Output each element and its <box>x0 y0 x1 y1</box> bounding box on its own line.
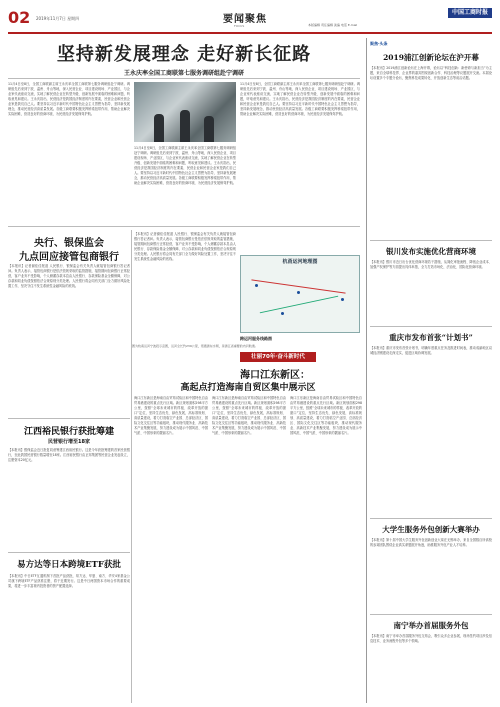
map-caption-detail: 图为杭甬运河宁波段示意图，运河全长约239公里，贯通浙东水网，是浙江省重要的内河航道。 <box>132 344 258 348</box>
etf-body: 【本报讯】中日ETF互通机制下首批产品获批，易方达、华夏、南方、华安4家基金公司旗下跨境ETF产品获准注册，将于近期发行。这是中日两国资本市场合作的重要成果，将进一步丰富境内投资者的资产配置选择。 <box>8 574 130 588</box>
bank-headline-1: 央行、银保监会 <box>34 238 104 249</box>
map-title: 杭甬运河地理图 <box>282 259 318 265</box>
hainan-headline-1: 海口江东新区： <box>240 370 310 381</box>
sidebar-body-4: 【本报讯】第十届中国大学生服务外包创新创业大赛在无锡举办，来自全国数百所高校的参赛团队围绕企业真实命题展开角逐，助推服务外包产业人才培养。 <box>370 538 492 547</box>
editor-info: 本版编辑 责任编辑 美编 电话 E-mail <box>308 23 358 27</box>
photo-figure <box>154 114 164 142</box>
column-divider <box>131 230 132 703</box>
etf-headline: 易方达等日本跨境ETF获批 <box>17 560 121 570</box>
divider <box>8 418 130 419</box>
page-header <box>8 6 492 34</box>
route-map <box>240 255 360 333</box>
hainan-headline-2: 高起点打造海南自贸区集中展示区 <box>180 383 316 393</box>
jiangxi-subheadline: 民营银行增至18家 <box>48 439 90 445</box>
divider <box>370 326 492 327</box>
series-banner: 壮丽70年·奋斗新时代 <box>240 352 316 362</box>
divider <box>8 226 360 227</box>
divider <box>8 78 360 79</box>
page-number: 02 <box>8 8 31 27</box>
sidebar-body-1: 【本报讯】2019浦江创新论坛在上海开幕，论坛以“科技创新：新使命与新担当”为主题，来自全球科技界、企业界的嘉宾围绕创新合作、科技治理等议题展开交流。本届论坛设置多个专题分论坛，聚焦科技成果转化、开放创新生态等前沿话题。 <box>370 66 492 80</box>
section-title: 要闻聚焦 <box>223 14 267 25</box>
bank-headline-2: 九点回应接管包商银行 <box>19 252 119 263</box>
hainan-body-col1: 海口江东新区是海南自由贸易试验区和中国特色自由贸易港建设的重点先行区域。新区规划面积298平方公里，按照“全球未来城市的样板、改革开放的窗口”定位，坚持生态优先、绿色发展，高标准规划、高质量建设，着力打造临空产业园、总部经济区、国际文化交往区等功能板块，推动现代服务业、高新技术产业集聚发展，努力建设成为展示中国风范、中国气派、中国形象的靓丽名片。 <box>134 396 208 435</box>
hainan-body-col3: 海口江东新区是海南自由贸易试验区和中国特色自由贸易港建设的重点先行区域。新区规划面积298平方公里，按照“全球未来城市的样板、改革开放的窗口”定位，坚持生态优先、绿色发展，高标准规划、高质量建设，着力打造临空产业园、总部经济区、国际文化交往区等功能板块，推动现代服务业、高新技术产业集聚发展，努力建设成为展示中国风范、中国气派、中国形象的靓丽名片。 <box>290 396 362 435</box>
sidebar-body-2: 【本报讯】银川市近日出台优化营商环境若干措施，从简化审批流程、降低企业成本、加强产权保护等方面提出具体举措，全力打造市场化、法治化、国际化营商环境。 <box>370 260 492 269</box>
divider <box>370 240 492 241</box>
lead-headline: 坚持新发展理念 走好新长征路 <box>56 44 312 65</box>
lead-body-col3: 11月4日至8日，全国工商联副主席王永庆率全国工商联第七服务调研组赴宁调研。调研组先后来到宁波、温州、舟山等地，深入民营企业、项目建设现场、产业园区，与企业家代表座谈交流，实地了解民营企业在转型升级、创新发展中面临的困难和问题，听取意见和建议。王永庆指出，民营经济是我国经济制度的内在要素，民营企业和民营企业家是我们自己人。要坚持以习近平新时代中国特色社会主义思想为指导，坚持新发展理念，推动民营经济高质量发展。各级工商联要积极发挥桥梁纽带作用，帮助企业解决实际困难，营造良好的营商环境，为民营经济发展保驾护航。 <box>240 82 360 116</box>
sidebar-headline-2: 银川发布实施优化营商环境 <box>386 247 476 256</box>
hainan-body-col2: 海口江东新区是海南自由贸易试验区和中国特色自由贸易港建设的重点先行区域。新区规划面积298平方公里，按照“全球未来城市的样板、改革开放的窗口”定位，坚持生态优先、绿色发展，高标准规划、高质量建设，着力打造临空产业园、总部经济区、国际文化交往区等功能板块，推动现代服务业、高新技术产业集聚发展，努力建设成为展示中国风范、中国气派、中国形象的靓丽名片。 <box>212 396 286 435</box>
jiangxi-body: 【本报讯】银保监会近日批复同意筹建江西裕民银行。这是今年获批筹建的首家民营银行，至此我国民营银行数量增至18家。江西裕民银行由正邦集团等民营企业发起设立，注册资本20亿元。 <box>8 448 130 462</box>
section-subtitle: FOCUS <box>234 24 245 28</box>
route-line <box>260 296 338 314</box>
divider <box>370 518 492 519</box>
bank-body-col2: 【本报讯】记者谢佳佳报道 人民银行、银保监会有关负责人就接管包商银行答记者问。负责人表示，接管包商银行是依法依规采取的监管措施，接管期间包商银行正常经营，客户业务不受影响，个人储蓄存款本息由人民银行、存款保险基金全额保障，对公存款和同业负债按照依法合规原则分类处理。人民银行将会同有关部门全力做好风险处置工作，坚决守住不发生系统性金融风险的底线。 <box>134 232 236 261</box>
divider <box>370 614 492 615</box>
sidebar-headline-5: 南宁举办首届服务外包 <box>393 621 469 630</box>
sidebar-body-5: 【本报讯】南宁市举办首届服务外包交易会，吸引众多企业参展，现场签约项目涉及信息技术、业务流程外包等多个领域。 <box>370 634 492 643</box>
lead-body-col1: 11月4日至8日，全国工商联副主席王永庆率全国工商联第七服务调研组赴宁调研。调研组先后来到宁波、温州、舟山等地，深入民营企业、项目建设现场、产业园区，与企业家代表座谈交流，实地了解民营企业在转型升级、创新发展中面临的困难和问题，听取意见和建议。王永庆指出，民营经济是我国经济制度的内在要素，民营企业和民营企业家是我们自己人。要坚持以习近平新时代中国特色社会主义思想为指导，坚持新发展理念，推动民营经济高质量发展。各级工商联要积极发挥桥梁纽带作用，帮助企业解决实际困难，营造良好的营商环境，为民营经济发展保驾护航。 <box>8 82 130 116</box>
map-city-dot <box>281 312 284 315</box>
divider <box>8 552 130 553</box>
jiangxi-headline: 江西裕民银行获批筹建 <box>23 427 114 437</box>
lead-photo <box>134 82 236 142</box>
masthead-logo: 中国工商时报 <box>448 8 492 18</box>
lead-subheadline: 王永庆率全国工商联第七服务调研组赴宁调研 <box>123 70 244 77</box>
map-city-dot <box>341 298 344 301</box>
sidebar-headline-4: 大学生服务外包创新大赛举办 <box>382 525 480 534</box>
map-caption: 跨运河服务线路图 <box>240 336 272 341</box>
sidebar-body-3: 【本报讯】重庆市发布首张计划书，明确年度重点任务及推进时间表，推动成渝地区双城经济圈建设走深走实，促进区域协调发展。 <box>370 346 492 355</box>
sidebar-headline-1: 2019浦江创新论坛在沪开幕 <box>383 53 479 62</box>
sidebar-headline-3: 重庆市发布首张“计划书” <box>389 333 473 342</box>
lead-body-col2: 11月4日至8日，全国工商联副主席王永庆率全国工商联第七服务调研组赴宁调研。调研组先后来到宁波、温州、舟山等地，深入民营企业、项目建设现场、产业园区，与企业家代表座谈交流，实地了解民营企业在转型升级、创新发展中面临的困难和问题，听取意见和建议。王永庆指出，民营经济是我国经济制度的内在要素，民营企业和民营企业家是我们自己人。要坚持以习近平新时代中国特色社会主义思想为指导，坚持新发展理念，推动民营经济高质量发展。各级工商联要积极发挥桥梁纽带作用，帮助企业解决实际困难，营造良好的营商环境，为民营经济发展保驾护航。 <box>134 146 236 185</box>
map-city-dot <box>297 291 300 294</box>
photo-figure <box>180 110 190 142</box>
page-date: 2019年11月7日 星期四 <box>36 16 80 21</box>
bank-body: 【本报讯】记者谢佳佳报道 人民银行、银保监会有关负责人就接管包商银行答记者问。负责人表示，接管包商银行是依法依规采取的监管措施，接管期间包商银行正常经营，客户业务不受影响，个人储蓄存款本息由人民银行、存款保险基金全额保障，对公存款和同业负债按照依法合规原则分类处理。人民银行将会同有关部门全力做好风险处置工作，坚决守住不发生系统性金融风险的底线。 <box>8 264 130 288</box>
sidebar-tag: 聚焦·头条 <box>370 41 388 46</box>
map-city-dot <box>255 284 258 287</box>
photo-figure <box>204 116 214 142</box>
